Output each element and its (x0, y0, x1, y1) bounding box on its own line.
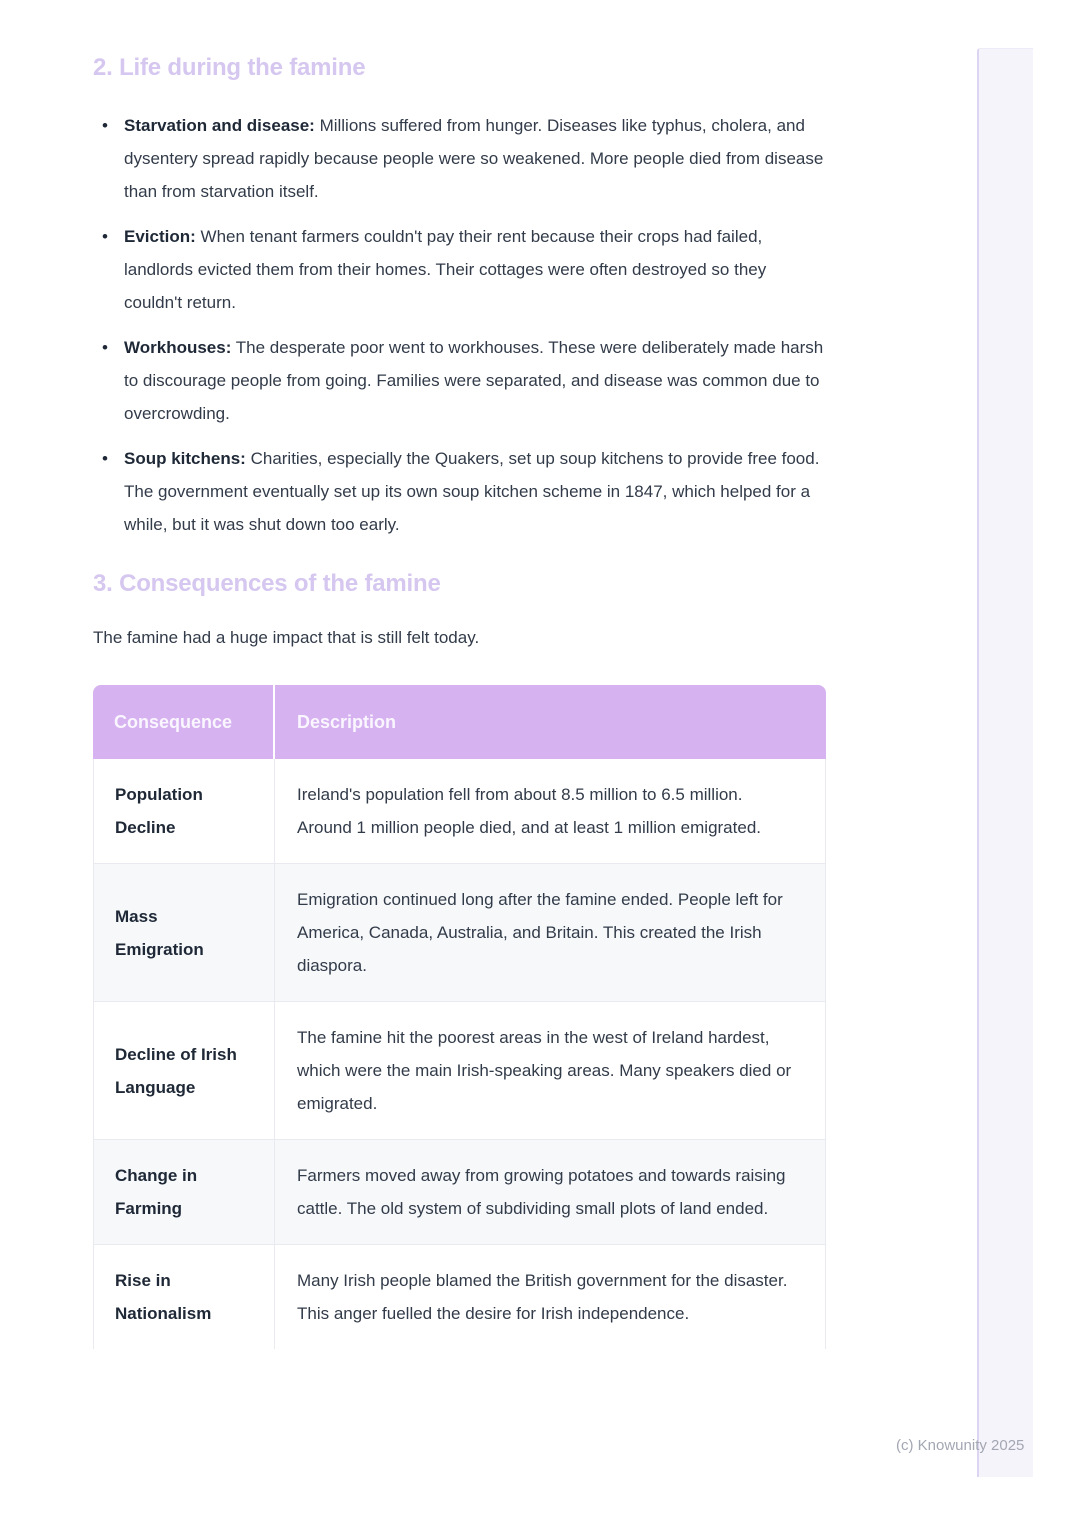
section-2-heading: 2. Life during the famine (93, 54, 366, 81)
list-item-paragraph (124, 442, 826, 541)
consequence-cell: Population Decline (93, 759, 275, 863)
list-item-paragraph (124, 109, 826, 208)
table-header-description: Description (275, 685, 826, 759)
list-item-text: The desperate poor went to workhouses. These were deliberately made harsh to discourage people from going. Families were separated, and disease was common due to overcrowding. (124, 338, 824, 423)
list-item-lead: Soup kitchens: (124, 449, 246, 468)
notes-content (93, 0, 826, 1349)
scrollbar-track[interactable] (977, 48, 1033, 1477)
table-header-consequence: Consequence (93, 685, 275, 759)
list-item-eviction (93, 220, 826, 319)
list-item-text: Millions suffered from hunger. Diseases like typhus, cholera, and dysentery spread rapidly because people were so weakened. More people died from disease than from starvation itself. (124, 116, 824, 201)
table-row-rise-in-nationalism (93, 1244, 826, 1349)
list-item-paragraph (124, 331, 826, 430)
bullet-icon: • (102, 338, 108, 357)
description-cell: The famine hit the poorest areas in the west of Ireland hardest, which were the main Irish-speaking areas. Many speakers died or emigrated. (275, 1001, 826, 1139)
table-row-change-in-farming (93, 1139, 826, 1244)
consequence-cell: Mass Emigration (93, 863, 275, 1001)
table-head (93, 685, 826, 759)
table-row-decline-irish-language (93, 1001, 826, 1139)
list-item-lead: Eviction: (124, 227, 196, 246)
description-cell: Farmers moved away from growing potatoes and towards raising cattle. The old system of subdividing small plots of land ended. (275, 1139, 826, 1244)
list-item-text: When tenant farmers couldn't pay their rent because their crops had failed, landlords evicted them from their homes. Their cottages were often destroyed so they couldn't return. (124, 227, 767, 312)
bullet-icon: • (102, 116, 108, 135)
intro-paragraph: The famine had a huge impact that is still felt today. (93, 628, 480, 647)
description-cell: Many Irish people blamed the British government for the disaster. This anger fuelled the desire for Irish independence. (275, 1244, 826, 1349)
list-item-lead: Starvation and disease: (124, 116, 315, 135)
description-cell: Ireland's population fell from about 8.5 million to 6.5 million. Around 1 million people died, and at least 1 million emigrated. (275, 759, 826, 863)
list-item-starvation (93, 109, 826, 208)
list-item-paragraph (124, 220, 826, 319)
table-body (93, 759, 826, 1349)
consequences-table (93, 685, 826, 1349)
list-item-text: Charities, especially the Quakers, set up soup kitchens to provide free food. The government eventually set up its own soup kitchen scheme in 1847, which helped for a while, but it was shut down too early. (124, 449, 820, 534)
consequence-cell: Decline of Irish Language (93, 1001, 275, 1139)
table-row-mass-emigration (93, 863, 826, 1001)
list-item-workhouses (93, 331, 826, 430)
list-item-soup-kitchens (93, 442, 826, 541)
famine-life-list (93, 109, 826, 541)
copyright-watermark: (c) Knowunity 2025 (896, 1437, 1025, 1454)
consequence-cell: Rise in Nationalism (93, 1244, 275, 1349)
list-item-lead: Workhouses: (124, 338, 232, 357)
description-cell: Emigration continued long after the famine ended. People left for America, Canada, Australia, and Britain. This created the Irish diaspora. (275, 863, 826, 1001)
table-row-population-decline (93, 759, 826, 863)
consequence-cell: Change in Farming (93, 1139, 275, 1244)
bullet-icon: • (102, 227, 108, 246)
bullet-icon: • (102, 449, 108, 468)
table-header-row (93, 685, 826, 759)
section-3-heading: 3. Consequences of the famine (93, 570, 441, 597)
